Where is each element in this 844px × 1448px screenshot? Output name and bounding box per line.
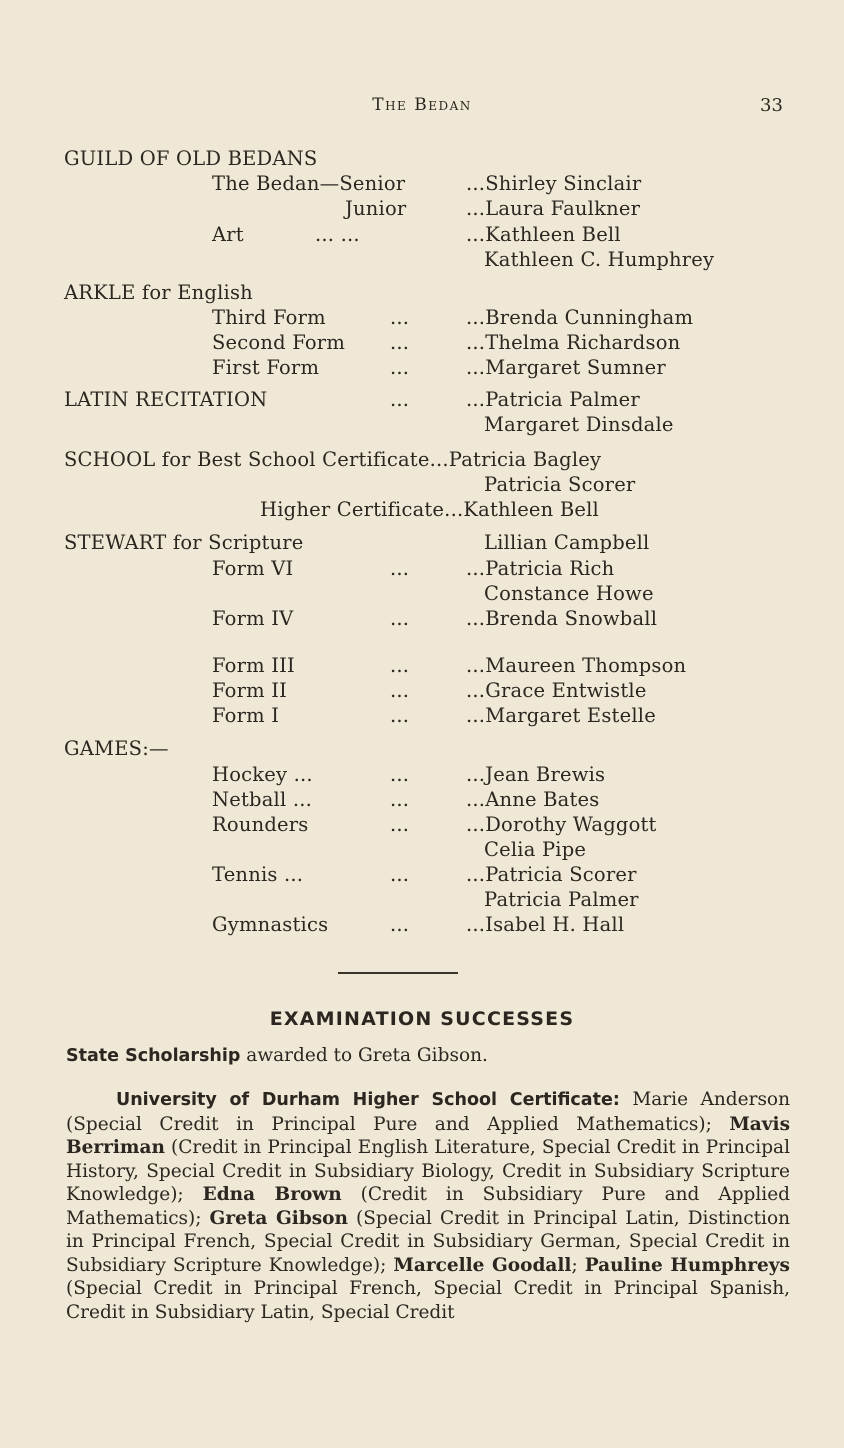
leader-dots: ... ...: [315, 223, 360, 246]
prize-label: Second Form: [212, 331, 346, 354]
prize-winner: ...Anne Bates: [466, 788, 600, 811]
section-divider: [338, 972, 458, 974]
prize-label: Higher Certificate...Kathleen Bell: [260, 498, 599, 521]
student-name: Mavis Berriman: [66, 1113, 790, 1158]
prize-label: Form VI: [212, 557, 294, 580]
section-title: EXAMINATION SUCCESSES: [269, 1008, 575, 1030]
leader-dots: ...: [390, 557, 410, 580]
paragraph-higher-certificate: [66, 1088, 790, 1324]
prize-winner: ...Thelma Richardson: [466, 331, 681, 354]
paragraph-scholarship: [66, 1044, 790, 1069]
prize-label: Junior: [345, 197, 407, 220]
leader-dots: ...: [390, 813, 410, 836]
prize-winner: Patricia Scorer: [484, 473, 636, 496]
student-name: Greta Gibson: [209, 1207, 348, 1229]
leader-dots: ...: [390, 679, 410, 702]
paragraph-lead: University of Durham Higher School Certificate:: [116, 1090, 620, 1110]
section-heading: GAMES:—: [64, 737, 169, 760]
prize-winner: ...Laura Faulkner: [466, 197, 641, 220]
prize-label: Form III: [212, 654, 295, 677]
leader-dots: ...: [390, 704, 410, 727]
prize-winner: ...Dorothy Waggott: [466, 813, 657, 836]
prize-label: The Bedan—Senior: [212, 172, 406, 195]
prize-label: Third Form: [212, 306, 326, 329]
student-name: Edna Brown: [202, 1184, 342, 1205]
prize-label: Art: [212, 223, 244, 246]
paragraph-text: ;: [571, 1254, 585, 1276]
prize-winner: Kathleen C. Humphrey: [484, 248, 715, 271]
prize-label: Form IV: [212, 607, 294, 630]
paragraph-lead: State Scholarship: [66, 1046, 241, 1066]
leader-dots: ...: [390, 356, 410, 379]
prize-winner: ...Jean Brewis: [466, 763, 606, 786]
leader-dots: ...: [390, 306, 410, 329]
leader-dots: ...: [390, 763, 410, 786]
prize-winner: ...Grace Entwistle: [466, 679, 647, 702]
prize-winner: Lillian Campbell: [484, 531, 650, 554]
prize-winner: ...Margaret Sumner: [466, 356, 666, 379]
student-name: Marcelle Goodall: [393, 1254, 572, 1276]
prize-winner: ...Shirley Sinclair: [466, 172, 642, 195]
prize-winner: Patricia Palmer: [484, 888, 639, 911]
paragraph-text: Marie Anderson (Special Credit in Principal Pure and Applied Mathematics);: [66, 1089, 790, 1135]
leader-dots: ...: [390, 654, 410, 677]
section-heading: GUILD OF OLD BEDANS: [64, 147, 318, 170]
prize-winner: ...Brenda Cunningham: [466, 306, 694, 329]
leader-dots: ...: [390, 788, 410, 811]
prize-winner: ...Patricia Palmer: [466, 388, 640, 411]
student-name: Pauline Humphreys: [584, 1254, 790, 1276]
prize-label: Netball ...: [212, 788, 313, 811]
paragraph-text: (Special Credit in Principal French, Special Credit in Principal Spanish, Credit in Subsidiary Latin, Special Credit: [66, 1278, 790, 1323]
leader-dots: ...: [390, 607, 410, 630]
prize-winner: ...Patricia Rich: [466, 557, 615, 580]
paragraph-text: (Credit in Principal English Literature, Special Credit in Principal History, Special Credit in Subsidiary Biology, Credit in Subsidiary Scripture Knowledge);: [66, 1137, 790, 1205]
leader-dots: ...: [390, 913, 410, 936]
prize-winner: Celia Pipe: [484, 838, 587, 861]
leader-dots: ...: [390, 863, 410, 886]
paragraph-text: (Credit in Subsidiary Pure and Applied Mathematics);: [66, 1184, 790, 1229]
section-heading: LATIN RECITATION: [64, 388, 268, 411]
prize-winner: ...Isabel H. Hall: [466, 913, 625, 936]
prize-winner: ...Maureen Thompson: [466, 654, 687, 677]
paragraph-text: (Special Credit in Principal Latin, Distinction in Principal French, Special Credit in Subsidiary German, Special Credit in Subsidiary Scripture Knowledge);: [66, 1207, 790, 1276]
leader-dots: ...: [390, 331, 410, 354]
prize-label: Form II: [212, 679, 288, 702]
prize-winner: ...Brenda Snowball: [466, 607, 658, 630]
prize-label: Gymnastics: [212, 913, 329, 936]
running-head: The Bedan: [372, 95, 472, 115]
prize-label: Tennis ...: [212, 863, 304, 886]
section-heading: STEWART for Scripture: [64, 531, 304, 554]
page-number: 33: [760, 95, 783, 116]
prize-winner: ...Kathleen Bell: [466, 223, 621, 246]
prize-label: Hockey ...: [212, 763, 313, 786]
prize-label: First Form: [212, 356, 320, 379]
prize-winner: Margaret Dinsdale: [484, 413, 674, 436]
prize-label: Rounders: [212, 813, 309, 836]
paragraph-text: awarded to Greta Gibson.: [240, 1045, 488, 1066]
prize-winner: Constance Howe: [484, 582, 654, 605]
section-heading: SCHOOL for Best School Certificate...Patricia Bagley: [64, 448, 602, 471]
prize-winner: ...Margaret Estelle: [466, 704, 656, 727]
prize-label: Form I: [212, 704, 280, 727]
prize-winner: ...Patricia Scorer: [466, 863, 637, 886]
leader-dots: ...: [390, 388, 410, 411]
section-heading: ARKLE for English: [64, 281, 253, 304]
